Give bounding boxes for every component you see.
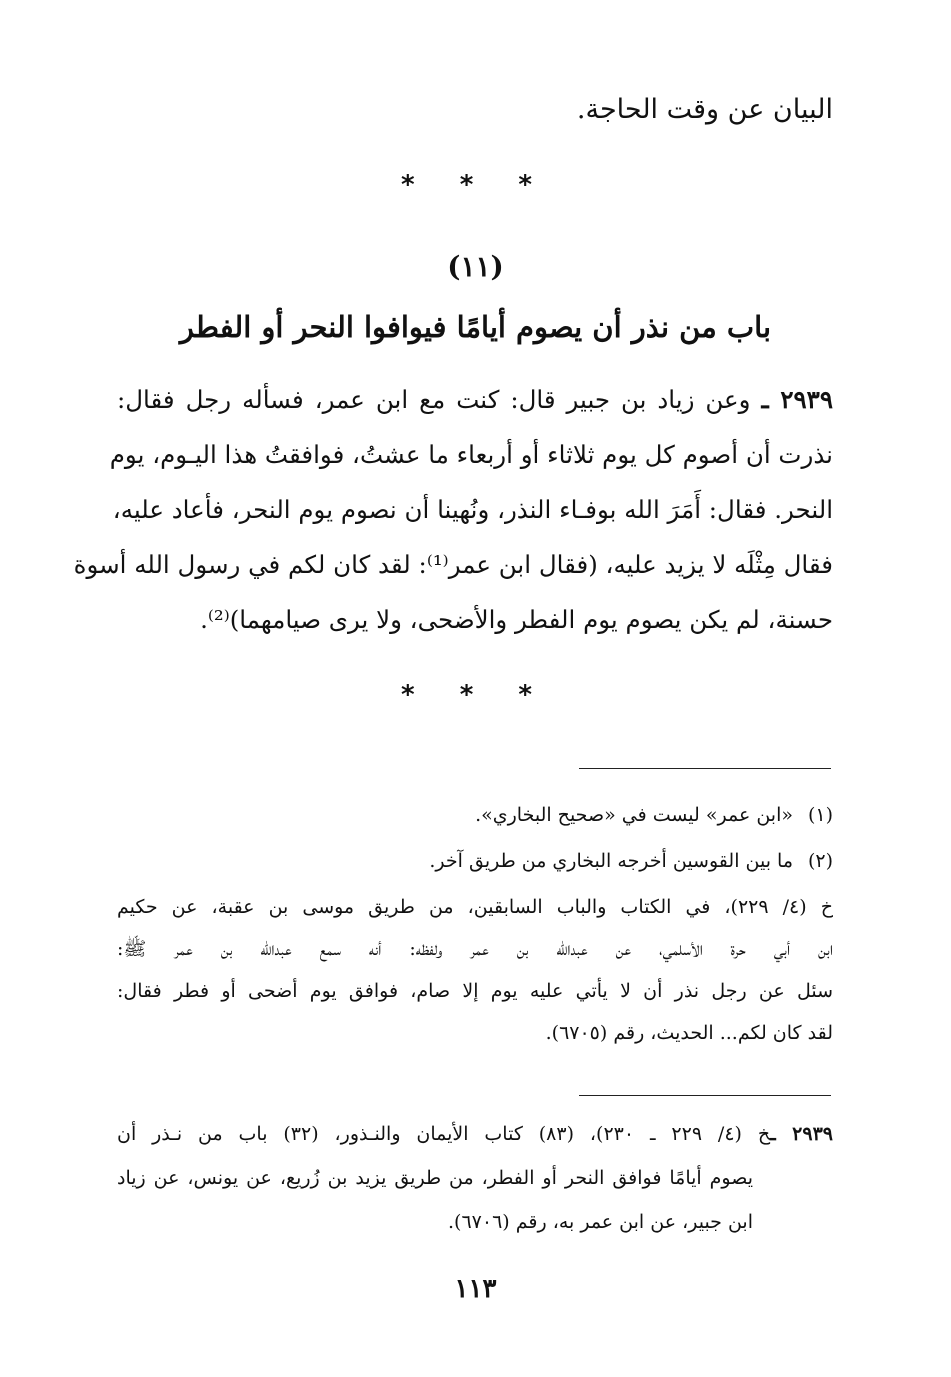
footnote-divider <box>579 768 831 769</box>
footnote-body-line: سئل عن رجل نذر أن لا يأتي عليه يوم إلا صام، فوافق يوم أضحى أو فطر فقال: <box>117 980 833 1002</box>
footnote-text: ما بين القوسين أخرجه البخاري من طريق آخر. <box>429 850 793 872</box>
hadith-line: ٢٩٣٩ ـ وعن زياد بن جبير قال: كنت مع ابن عمر، فسأله رجل فقال: <box>117 385 833 414</box>
footnote-text: «ابن عمر» ليست في «صحيح البخاري». <box>475 804 793 826</box>
hadith-line: النحر. فقال: أَمَرَ الله بوفـاء النذر، ونُهينا أن نصوم يوم النحر، فأعاد عليه، <box>112 495 833 524</box>
hadith-line: حسنة، لم يكن يصوم يوم الفطر والأضحى، ولا يرى صيامهما)⁽²⁾. <box>200 605 833 634</box>
footnote-body-line: لقد كان لكم... الحديث، رقم (٦٧٠٥). <box>545 1022 833 1044</box>
footnote-2 <box>117 838 833 884</box>
takhrij-note <box>117 1112 833 1244</box>
takhrij-line: ابن جبير، عن ابن عمر به، رقم (٦٧٠٦). <box>448 1211 753 1233</box>
continued-text-line: البيان عن وقت الحاجة. <box>576 94 833 125</box>
chapter-number: (١١) <box>447 250 504 283</box>
hadith-text <box>73 372 833 647</box>
footnote-number: (٢) <box>807 850 833 872</box>
footnotes <box>117 792 833 884</box>
takhrij-number: ٢٩٣٩ ـ <box>770 1123 833 1145</box>
page-number: ١١٣ <box>454 1274 497 1304</box>
takhrij-divider <box>579 1095 831 1096</box>
footnote-number: (١) <box>807 804 833 826</box>
footnote-1 <box>117 792 833 838</box>
chapter-title: باب من نذر أن يصوم أيامًا فيوافوا النحر أو الفطر <box>179 310 772 344</box>
footnote-body <box>117 886 833 1054</box>
footnote-body-line: ابن أبي حرة الأسلمي، عن عبدالله بن عمر ولفظه: أنه سمع عبدالله بن عمر ﷺ: <box>117 938 833 960</box>
section-separator: * * * <box>401 680 550 710</box>
hadith-line: فقال مِثْلَه لا يزيد عليه، (فقال ابن عمر⁽¹⁾: لقد كان لكم في رسول الله أسوة <box>73 550 833 579</box>
section-separator: * * * <box>401 170 550 200</box>
takhrij-line: ٢٩٣٩ ـخ (٤/ ٢٢٩ ـ ٢٣٠)، (٨٣) كتاب الأيمان والنـذور، (٣٢) باب من نـذر أن <box>117 1123 833 1145</box>
takhrij-line: يصوم أيامًا فوافق النحر أو الفطر، من طريق يزيد بن زُريع، عن يونس، عن زياد <box>117 1167 753 1189</box>
hadith-line: نذرت أن أصوم كل يوم ثلاثاء أو أربعاء ما عشتُ، فوافقتُ هذا اليـوم، يوم <box>109 440 833 469</box>
hadith-number: ٢٩٣٩ ـ <box>761 385 833 414</box>
footnote-body-line: خ (٤/ ٢٢٩)، في الكتاب والباب السابقين، من طريق موسى بن عقبة، عن حكيم <box>117 896 833 918</box>
